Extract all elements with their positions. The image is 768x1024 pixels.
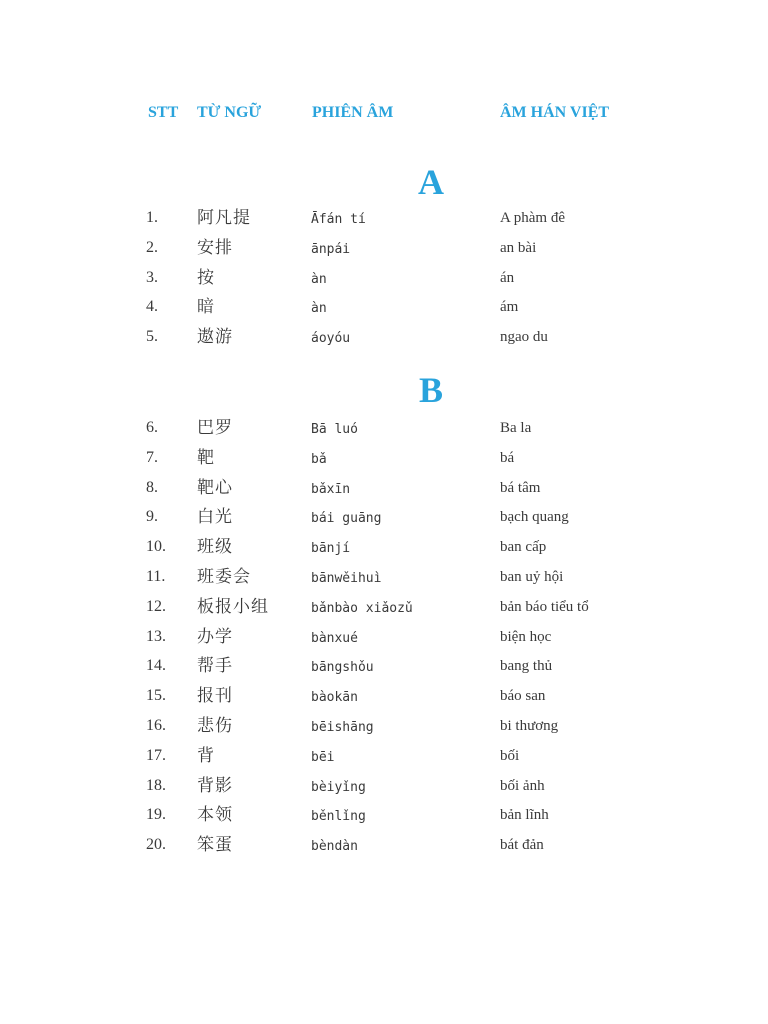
table-row [0, 834, 768, 864]
entry-number: 2. [146, 238, 158, 256]
table-row [0, 477, 768, 507]
table-row [0, 536, 768, 566]
entry-word: 背 [197, 745, 215, 766]
entry-word: 靶心 [197, 477, 233, 498]
entry-word: 白光 [197, 507, 233, 528]
entry-viet: bát đản [500, 837, 544, 854]
entry-number: 15. [146, 687, 166, 705]
entry-word: 背影 [197, 775, 233, 796]
entry-number: 3. [146, 268, 158, 286]
entry-pinyin: Āfán tí [311, 212, 366, 227]
section-letter-b-text: B [418, 370, 443, 410]
entry-viet: an bài [500, 239, 537, 256]
entry-number: 12. [146, 597, 166, 615]
entry-number: 14. [146, 657, 166, 675]
entry-number: 8. [146, 478, 158, 496]
entry-pinyin: bēi [311, 749, 335, 765]
entry-pinyin: ānpái [311, 241, 351, 257]
entry-number: 5. [146, 328, 158, 346]
entry-viet: ban uỷ hội [500, 568, 564, 585]
table-row [0, 296, 768, 326]
entry-viet: Ba la [500, 420, 532, 436]
entry-word: 本领 [197, 805, 233, 826]
entry-pinyin: bèndàn [311, 839, 358, 855]
entry-word: 安排 [197, 237, 233, 258]
table-row [0, 626, 768, 656]
entry-number: 20. [146, 836, 166, 854]
entry-number: 6. [146, 419, 158, 436]
entry-word: 帮手 [197, 656, 233, 677]
table-row [0, 207, 768, 237]
table-row [0, 596, 768, 626]
entry-number: 7. [146, 448, 158, 466]
entry-pinyin: bǎxīn [311, 481, 351, 497]
entry-pinyin: bàokān [311, 690, 358, 706]
entry-pinyin: běnlǐng [311, 809, 366, 825]
entry-viet: ngao du [500, 329, 548, 346]
entry-word: 暗 [197, 297, 215, 318]
entry-number: 9. [146, 508, 158, 526]
entry-viet: án [500, 269, 515, 286]
table-row [0, 267, 768, 297]
entry-number: 13. [146, 627, 166, 645]
entry-word: 班级 [197, 537, 233, 558]
entry-pinyin: áoyóu [311, 331, 351, 347]
entry-number: 4. [146, 298, 158, 316]
entry-word: 靶 [197, 447, 215, 468]
header-word: TỪ NGỮ [197, 104, 262, 121]
header-viet: ÂM HÁN VIỆT [500, 104, 610, 121]
entry-word: 阿凡提 [197, 208, 251, 228]
entry-viet: biện học [500, 628, 552, 645]
table-row [0, 685, 768, 715]
entry-pinyin: bǎnbào xiǎozǔ [311, 600, 413, 616]
entry-viet: bang thủ [500, 658, 553, 675]
entry-number: 18. [146, 776, 166, 794]
entry-word: 按 [197, 267, 215, 288]
header-stt: STT [148, 104, 179, 121]
entry-viet: bi thương [500, 717, 559, 734]
entry-number: 17. [146, 746, 166, 764]
entry-word: 笨蛋 [197, 835, 233, 856]
entry-pinyin: bái guāng [311, 511, 382, 527]
entry-pinyin: bāngshǒu [311, 660, 374, 676]
table-row [0, 775, 768, 805]
header-pinyin: PHIÊN ÂM [312, 104, 394, 121]
entry-word: 班委会 [197, 566, 251, 587]
table-header [0, 104, 768, 128]
entry-viet: bá [500, 449, 515, 466]
entry-word: 板报小组 [197, 596, 269, 617]
entry-viet: bản báo tiểu tổ [500, 598, 589, 615]
entry-viet: ban cấp [500, 539, 547, 556]
entry-pinyin: àn [311, 271, 327, 287]
entry-viet: bối ảnh [500, 777, 545, 794]
entry-viet: bối [500, 747, 520, 764]
table-row [0, 804, 768, 834]
table-row [0, 566, 768, 596]
entry-pinyin: bānjí [311, 541, 351, 557]
entry-pinyin: bēishāng [311, 719, 374, 735]
entry-word: 悲伤 [197, 715, 233, 736]
entry-pinyin: bèiyǐng [311, 779, 366, 795]
entry-pinyin: àn [311, 301, 327, 317]
table-row [0, 237, 768, 267]
entry-pinyin: bànxué [311, 630, 358, 646]
table-row [0, 447, 768, 477]
entry-number: 10. [146, 538, 166, 556]
table-row [0, 506, 768, 536]
entry-number: 16. [146, 716, 166, 734]
entry-viet: A phàm đê [500, 210, 565, 226]
entry-number: 1. [146, 209, 158, 226]
section-b-entries [0, 417, 768, 864]
entry-word: 办学 [197, 626, 233, 647]
entry-viet: bản lĩnh [500, 807, 549, 824]
entry-viet: bạch quang [500, 509, 569, 526]
table-row [0, 417, 768, 447]
entry-number: 19. [146, 806, 166, 824]
table-row [0, 745, 768, 775]
table-row [0, 655, 768, 685]
section-a-entries [0, 207, 768, 356]
table-row [0, 715, 768, 745]
entry-word: 报刊 [197, 686, 233, 707]
entry-viet: ám [500, 299, 519, 316]
entry-word: 巴罗 [197, 418, 233, 438]
entry-viet: báo san [500, 688, 546, 705]
entry-word: 遨游 [197, 327, 233, 348]
entry-number: 11. [146, 567, 166, 585]
entry-viet: bá tâm [500, 479, 541, 496]
section-letter-a-text: A [418, 162, 444, 202]
entry-pinyin: bǎ [311, 451, 327, 467]
entry-pinyin: Bā luó [311, 422, 358, 437]
table-row [0, 326, 768, 356]
entry-pinyin: bānwěihuì [311, 570, 382, 586]
